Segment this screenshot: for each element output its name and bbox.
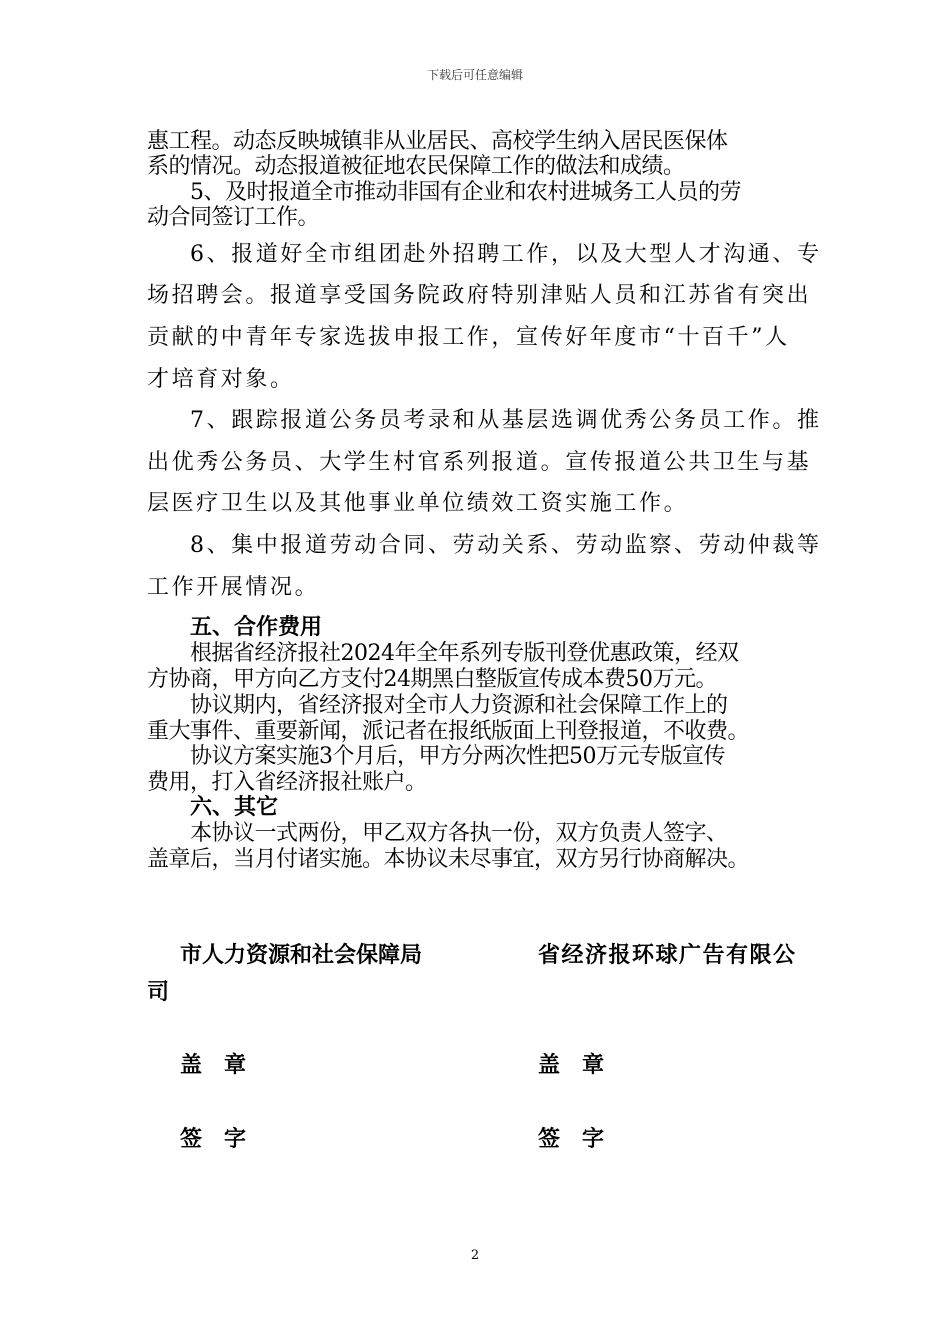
body-line: 系的情况。动态报道被征地农民保障工作的做法和成绩。 [147,154,685,179]
page-number: 2 [470,1248,480,1263]
body-line: 费用，打入省经济报社账户。 [147,770,427,795]
party-a-name: 市人力资源和社会保障局 [180,943,423,968]
body-line: 才培育对象。 [147,367,295,392]
body-line: 盖章后，当月付诸实施。本协议未尽事宜，双方另行协商解决。 [147,847,750,872]
body-line: 场招聘会。报道享受国务院政府特别津贴人员和江苏省有突出 [147,283,812,308]
body-line: 惠工程。动态反映城镇非从业居民、高校学生纳入居民医保体 [147,129,728,154]
body-line: 层医疗卫生以及其他事业单位绩效工资实施工作。 [147,491,689,516]
party-b-name: 省经济报环球广告有限公 [538,943,797,968]
body-line: 重大事件、重要新闻，派记者在报纸版面上刊登报道，不收费。 [147,719,750,744]
body-line: 方协商，甲方向乙方支付24期黑白整版宣传成本费50万元。 [147,667,717,692]
body-line: 工作开展情况。 [147,575,320,600]
body-line: 根据省经济报社2024年全年系列专版刊登优惠政策，经双 [190,641,739,666]
body-line: 6、报道好全市组团赴外招聘工作，以及大型人才沟通、专 [190,242,822,267]
body-line: 协议方案实施3个月后，甲方分两次性把50万元专版宣传 [190,744,725,769]
party-a-sign-label: 签 字 [180,1127,247,1152]
body-line: 贡献的中青年专家选拔申报工作，宣传好年度市“十百千”人 [147,325,790,350]
body-line: 动合同签订工作。 [147,205,320,230]
page-header-note: 下载后可任意编辑 [426,68,523,82]
body-line: 8、集中报道劳动合同、劳动关系、劳动监察、劳动仲裁等 [190,533,822,558]
body-line: 协议期内，省经济报对全市人力资源和社会保障工作上的 [190,693,728,718]
section-heading-fees: 五、合作费用 [190,615,323,640]
party-b-sign-label: 签 字 [538,1127,605,1152]
party-b-seal-label: 盖 章 [538,1053,605,1078]
party-a-seal-label: 盖 章 [180,1053,247,1078]
party-b-name-wrap: 司 [147,980,170,1005]
body-line: 出优秀公务员、大学生村官系列报道。宣传报道公共卫生与基 [147,450,812,475]
body-line: 7、跟踪报道公务员考录和从基层选调优秀公务员工作。推 [190,408,822,433]
section-heading-other: 六、其它 [190,795,279,820]
body-line: 本协议一式两份，甲乙双方各执一份，双方负责人签字、 [190,821,728,846]
body-line: 5、及时报道全市推动非国有企业和农村进城务工人员的劳 [190,180,741,205]
